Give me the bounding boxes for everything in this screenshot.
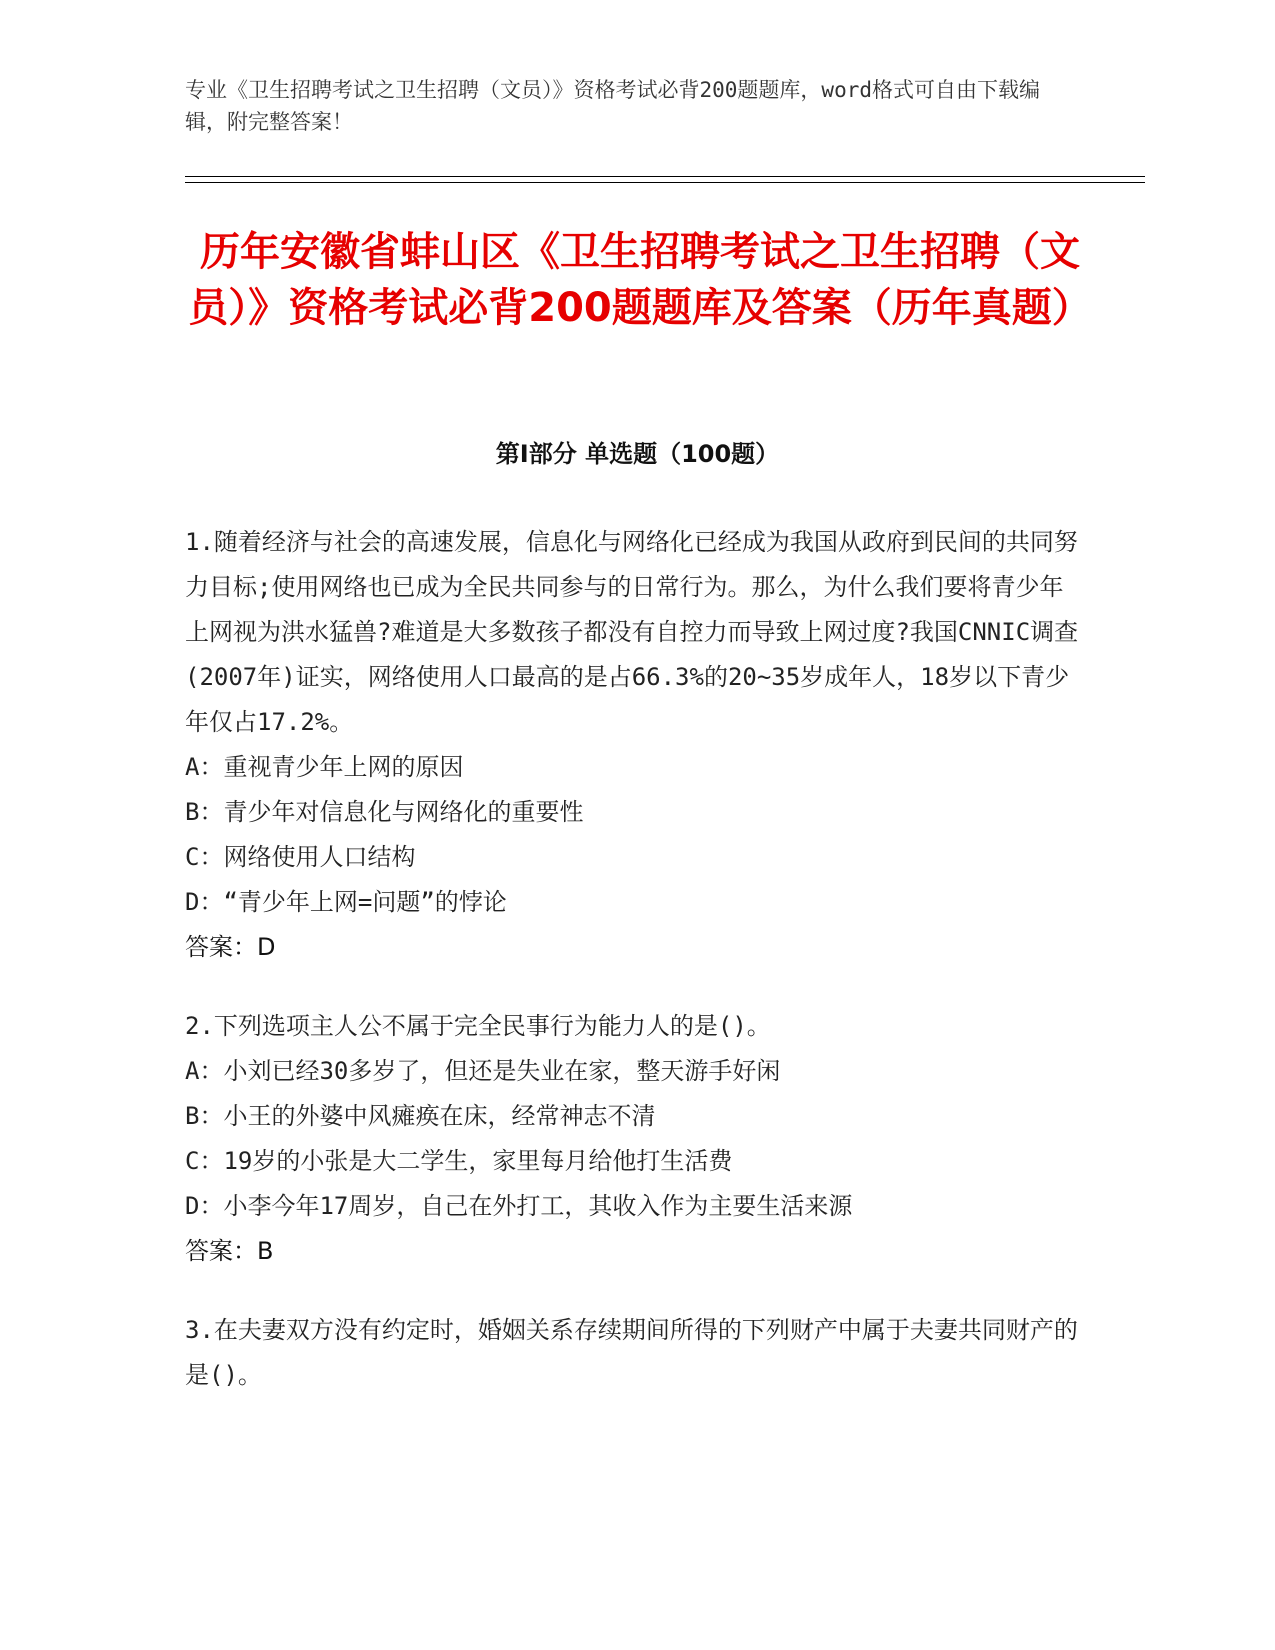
option-d: D：“青少年上网=问题”的悖论 xyxy=(185,888,507,916)
question-stem: 3.在夫妻双方没有约定时，婚姻关系存续期间所得的下列财产中属于夫妻共同财产的是()。 xyxy=(185,1316,1078,1389)
question-list xyxy=(185,520,1085,1432)
option-a: A：重视青少年上网的原因 xyxy=(185,753,464,781)
header-rule-thin xyxy=(185,176,1145,177)
answer: 答案：D xyxy=(185,933,276,961)
option-c: C：网络使用人口结构 xyxy=(185,843,416,871)
option-d: D：小李今年17周岁，自己在外打工，其收入作为主要生活来源 xyxy=(185,1192,853,1220)
question-2 xyxy=(185,1004,1085,1274)
question-1 xyxy=(185,520,1085,970)
answer: 答案：B xyxy=(185,1237,274,1265)
question-stem: 2.下列选项主人公不属于完全民事行为能力人的是()。 xyxy=(185,1012,771,1040)
option-b: B：小王的外婆中风瘫痪在床，经常神志不清 xyxy=(185,1102,656,1130)
header-note: 专业《卫生招聘考试之卫生招聘（文员）》资格考试必背200题题库，word格式可自由下载编辑，附完整答案！ xyxy=(185,78,1040,134)
option-b: B：青少年对信息化与网络化的重要性 xyxy=(185,798,584,826)
document-title: 历年安徽省蚌山区《卫生招聘考试之卫生招聘（文员）》资格考试必背200题题库及答案（历年真题） xyxy=(188,229,1092,331)
option-a: A：小刘已经30多岁了，但还是失业在家，整天游手好闲 xyxy=(185,1057,781,1085)
section-title: 第Ⅰ部分 单选题（100题） xyxy=(495,440,780,468)
header-rule-bottom xyxy=(185,182,1145,183)
question-stem: 1.随着经济与社会的高速发展，信息化与网络化已经成为我国从政府到民间的共同努力目标;使用网络也已成为全民共同参与的日常行为。那么，为什么我们要将青少年上网视为洪水猛兽?难道是大多数孩子都没有自控力而导致上网过度?我国CNNIC调查(2007年)证实，网络使用人口最高的是占66.3%的20~35岁成年人，18岁以下青少年仅占17.2%。 xyxy=(185,528,1079,736)
question-3 xyxy=(185,1308,1085,1398)
option-c: C：19岁的小张是大二学生，家里每月给他打生活费 xyxy=(185,1147,733,1175)
